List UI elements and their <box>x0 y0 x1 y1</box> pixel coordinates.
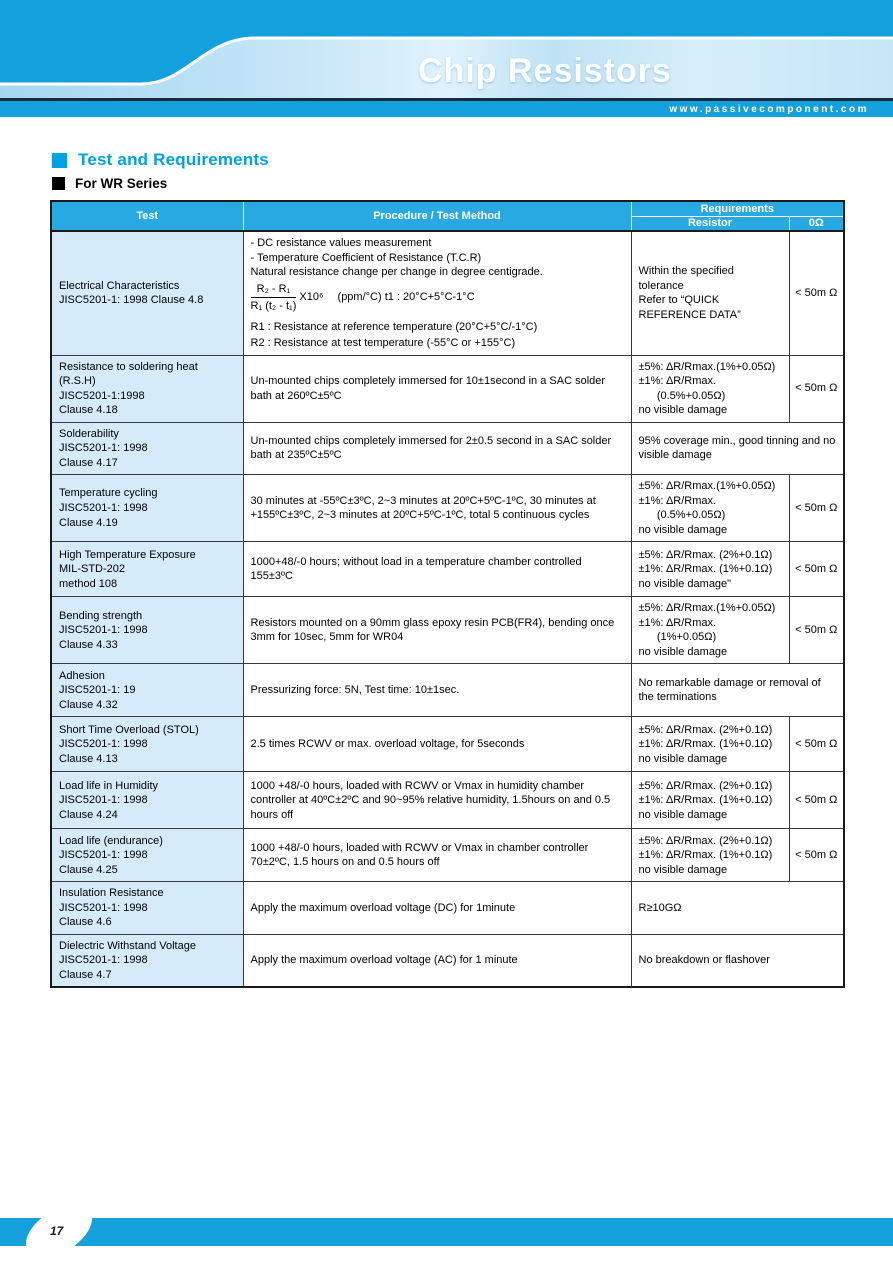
requirement-line: (0.5%+0.05Ω) <box>638 509 726 522</box>
requirement-spanned-cell: No breakdown or flashover <box>631 934 844 987</box>
procedure-cell <box>243 934 631 987</box>
test-line: Insulation Resistance <box>59 887 164 900</box>
table-row <box>51 882 844 935</box>
requirement-line: no visible damage <box>638 645 728 658</box>
section-heading <box>52 150 269 170</box>
procedure-cell <box>243 664 631 717</box>
requirement-line: no visible damage <box>638 523 728 536</box>
requirement-line: no visible damage <box>638 863 728 876</box>
procedure-line: R1 : Resistance at reference temperature (20°C+5°C/-1°C) <box>250 320 538 333</box>
procedure-cell <box>243 829 631 882</box>
zero-ohm-requirement-cell: < 50m Ω <box>789 231 844 355</box>
test-line: Short Time Overload (STOL) <box>59 723 199 736</box>
resistor-requirement-cell <box>631 717 789 772</box>
procedure-cell <box>243 882 631 935</box>
requirement-line: ±5%: ΔR/Rmax.(1%+0.05Ω) <box>638 360 776 373</box>
table-row <box>51 934 844 987</box>
requirement-line: ±1%: ΔR/Rmax. <box>638 375 717 388</box>
cyan-square-bullet-icon <box>52 153 67 168</box>
test-line: Clause 4.25 <box>59 863 118 876</box>
requirement-line: ±1%: ΔR/Rmax. <box>638 494 717 507</box>
test-line: Adhesion <box>59 669 105 682</box>
requirement-line: ±5%: ΔR/Rmax. (2%+0.1Ω) <box>638 723 773 736</box>
procedure-line: - DC resistance values measurement <box>250 237 432 249</box>
table-row <box>51 355 844 422</box>
table-row <box>51 597 844 664</box>
resistor-requirement-cell <box>631 772 789 829</box>
test-line: Clause 4.32 <box>59 698 118 711</box>
formula-multiplier: X10⁶ <box>299 291 324 304</box>
table-row <box>51 772 844 829</box>
fraction-denominator: R₁ (t₂ - t₁) <box>250 300 297 313</box>
test-line: JISC5201-1: 1998 <box>59 954 148 967</box>
test-line: Bending strength <box>59 609 143 622</box>
zero-ohm-requirement-cell: < 50m Ω <box>789 772 844 829</box>
subsection-heading <box>52 176 167 191</box>
table-row <box>51 422 844 475</box>
procedure-cell <box>243 231 631 355</box>
test-line: JISC5201-1: 1998 Clause 4.8 <box>59 294 204 307</box>
requirement-line: ±1%: ΔR/Rmax. (1%+0.1Ω) <box>638 738 773 751</box>
column-header-zero-ohm: 0Ω <box>789 216 844 231</box>
test-line: Clause 4.33 <box>59 638 118 651</box>
test-line: JISC5201-1: 1998 <box>59 849 148 862</box>
procedure-line: Apply the maximum overload voltage (DC) for 1minute <box>250 901 516 914</box>
procedure-cell <box>243 475 631 542</box>
test-line: Clause 4.13 <box>59 752 118 765</box>
resistor-requirement-cell <box>631 355 789 422</box>
requirement-line: ±5%: ΔR/Rmax. (2%+0.1Ω) <box>638 834 773 847</box>
subsection-title: For WR Series <box>75 176 168 191</box>
test-cell <box>51 355 243 422</box>
test-line: Clause 4.18 <box>59 404 118 417</box>
resistor-requirement-cell <box>631 542 789 597</box>
requirement-line: (1%+0.05Ω) <box>638 631 717 644</box>
test-line: Clause 4.24 <box>59 808 118 821</box>
test-cell <box>51 422 243 475</box>
table-row <box>51 664 844 717</box>
tcr-formula <box>251 282 624 314</box>
test-line: MIL-STD-202 <box>59 563 126 576</box>
requirement-line: no visible damage" <box>638 577 732 590</box>
column-header-requirements: Requirements <box>631 201 844 216</box>
requirement-line: ±5%: ΔR/Rmax.(1%+0.05Ω) <box>638 602 776 615</box>
procedure-line: 1000+48/-0 hours; without load in a temperature chamber controlled 155±3ºC <box>250 555 582 583</box>
page-number: 17 <box>50 1224 64 1238</box>
requirement-line: ±5%: ΔR/Rmax. (2%+0.1Ω) <box>638 548 773 561</box>
test-line: JISC5201-1: 1998 <box>59 624 148 637</box>
requirement-line: ±5%: ΔR/Rmax. (2%+0.1Ω) <box>638 779 773 792</box>
procedure-cell <box>243 422 631 475</box>
test-line: JISC5201-1: 1998 <box>59 442 148 455</box>
formula-suffix: (ppm/°C) t1 : 20°C+5°C-1°C <box>337 291 475 304</box>
test-cell <box>51 829 243 882</box>
test-cell <box>51 934 243 987</box>
test-line: JISC5201-1: 1998 <box>59 738 148 751</box>
column-header-procedure: Procedure / Test Method <box>243 201 631 231</box>
procedure-line: 30 minutes at -55ºC±3ºC, 2~3 minutes at 20ºC+5ºC-1ºC, 30 minutes at +155ºC±3ºC, 2~3 minutes at 20ºC+5ºC-1ºC, total 5 continuous cycles <box>250 494 596 522</box>
requirement-line: no visible damage <box>638 752 728 765</box>
procedure-line: R2 : Resistance at test temperature (-55°C or +155°C) <box>250 337 516 350</box>
zero-ohm-requirement-cell: < 50m Ω <box>789 475 844 542</box>
test-line: Clause 4.19 <box>59 516 118 529</box>
procedure-cell <box>243 542 631 597</box>
procedure-line: Resistors mounted on a 90mm glass epoxy resin PCB(FR4), bending once 3mm for 10sec, 5mm for WR04 <box>250 616 615 644</box>
resistor-requirement-cell <box>631 829 789 882</box>
resistor-requirement-cell <box>631 475 789 542</box>
table-header <box>51 201 844 231</box>
test-cell <box>51 772 243 829</box>
procedure-line: - Temperature Coefficient of Resistance (T.C.R) <box>250 251 482 264</box>
zero-ohm-requirement-cell: < 50m Ω <box>789 355 844 422</box>
requirement-line: ±5%: ΔR/Rmax.(1%+0.05Ω) <box>638 480 776 493</box>
test-line: Electrical Characteristics <box>59 279 180 292</box>
test-cell <box>51 717 243 772</box>
section-title: Test and Requirements <box>78 150 269 169</box>
procedure-line: Un-mounted chips completely immersed for 2±0.5 second in a SAC solder bath at 235ºC±5ºC <box>250 434 612 462</box>
procedure-line: Natural resistance change per change in degree centigrade. <box>250 266 543 279</box>
procedure-line: 1000 +48/-0 hours, loaded with RCWV or Vmax in humidity chamber controller at 40ºC±2ºC and 90~95% relative humidity, 1.5hours on and 0.5 hours off <box>250 779 611 821</box>
test-line: Temperature cycling <box>59 487 158 500</box>
requirement-line: REFERENCE DATA” <box>638 308 741 321</box>
test-requirements-table <box>50 200 845 988</box>
procedure-line: 1000 +48/-0 hours, loaded with RCWV or Vmax in chamber controller 70±2ºC, 1.5 hours on and 0.5 hours off <box>250 841 589 869</box>
procedure-line: Apply the maximum overload voltage (AC) for 1 minute <box>250 954 518 967</box>
test-cell <box>51 597 243 664</box>
test-line: Clause 4.17 <box>59 456 118 469</box>
test-line: High Temperature Exposure <box>59 548 196 561</box>
requirement-line: no visible damage <box>638 404 728 417</box>
test-line: Dielectric Withstand Voltage <box>59 939 196 952</box>
requirement-line: ±1%: ΔR/Rmax. (1%+0.1Ω) <box>638 563 773 576</box>
requirement-line: ±1%: ΔR/Rmax. (1%+0.1Ω) <box>638 794 773 807</box>
table-row <box>51 829 844 882</box>
test-line: Clause 4.6 <box>59 916 112 929</box>
requirement-spanned-cell: R≥10GΩ <box>631 882 844 935</box>
header-banner <box>0 0 893 98</box>
procedure-cell <box>243 597 631 664</box>
test-line: JISC5201-1:1998 <box>59 389 145 402</box>
page-title: Chip Resistors <box>418 52 672 90</box>
table-row <box>51 542 844 597</box>
test-cell <box>51 475 243 542</box>
test-line: Load life (endurance) <box>59 834 163 847</box>
resistor-requirement-cell <box>631 597 789 664</box>
test-line: Solderability <box>59 427 119 440</box>
column-header-resistor: Resistor <box>631 216 789 231</box>
test-table-body <box>51 231 844 987</box>
fraction <box>251 282 297 314</box>
test-requirements-table-wrap <box>50 200 843 988</box>
requirement-line: Within the specified tolerance <box>638 265 734 292</box>
requirement-line: (0.5%+0.05Ω) <box>638 389 726 402</box>
zero-ohm-requirement-cell: < 50m Ω <box>789 829 844 882</box>
requirement-line: ±1%: ΔR/Rmax. (1%+0.1Ω) <box>638 849 773 862</box>
test-line: Resistance to soldering heat (R.S.H) <box>59 360 198 388</box>
test-line: JISC5201-1: 1998 <box>59 501 148 514</box>
column-header-test: Test <box>51 201 243 231</box>
resistor-requirement-cell <box>631 231 789 355</box>
requirement-line: Refer to “QUICK <box>638 294 720 307</box>
procedure-line: Pressurizing force: 5N, Test time: 10±1sec. <box>250 684 460 697</box>
test-line: Load life in Humidity <box>59 779 159 792</box>
zero-ohm-requirement-cell: < 50m Ω <box>789 717 844 772</box>
table-row <box>51 475 844 542</box>
zero-ohm-requirement-cell: < 50m Ω <box>789 542 844 597</box>
test-line: JISC5201-1: 19 <box>59 684 136 697</box>
procedure-cell <box>243 772 631 829</box>
procedure-cell <box>243 717 631 772</box>
table-row <box>51 717 844 772</box>
test-cell <box>51 542 243 597</box>
procedure-line: Un-mounted chips completely immersed for 10±1second in a SAC solder bath at 260ºC±5ºC <box>250 375 606 402</box>
test-cell <box>51 231 243 355</box>
requirement-spanned-cell: 95% coverage min., good tinning and no visible damage <box>631 422 844 475</box>
test-line: Clause 4.7 <box>59 968 112 981</box>
requirement-line: ±1%: ΔR/Rmax. <box>638 616 717 629</box>
website-url: www.passivecomponent.com <box>669 103 869 115</box>
procedure-line: 2.5 times RCWV or max. overload voltage, for 5seconds <box>250 738 525 751</box>
requirement-spanned-cell: No remarkable damage or removal of the terminations <box>631 664 844 717</box>
test-line: method 108 <box>59 577 118 590</box>
footer-bar <box>0 1218 893 1246</box>
test-cell <box>51 664 243 717</box>
procedure-cell <box>243 355 631 422</box>
black-square-bullet-icon <box>52 177 65 190</box>
requirement-line: no visible damage <box>638 808 728 821</box>
test-line: JISC5201-1: 1998 <box>59 901 148 914</box>
table-row <box>51 231 844 355</box>
website-bar <box>0 101 893 117</box>
zero-ohm-requirement-cell: < 50m Ω <box>789 597 844 664</box>
test-line: JISC5201-1: 1998 <box>59 794 148 807</box>
test-cell <box>51 882 243 935</box>
fraction-numerator: R₂ - R₁ <box>251 282 297 299</box>
